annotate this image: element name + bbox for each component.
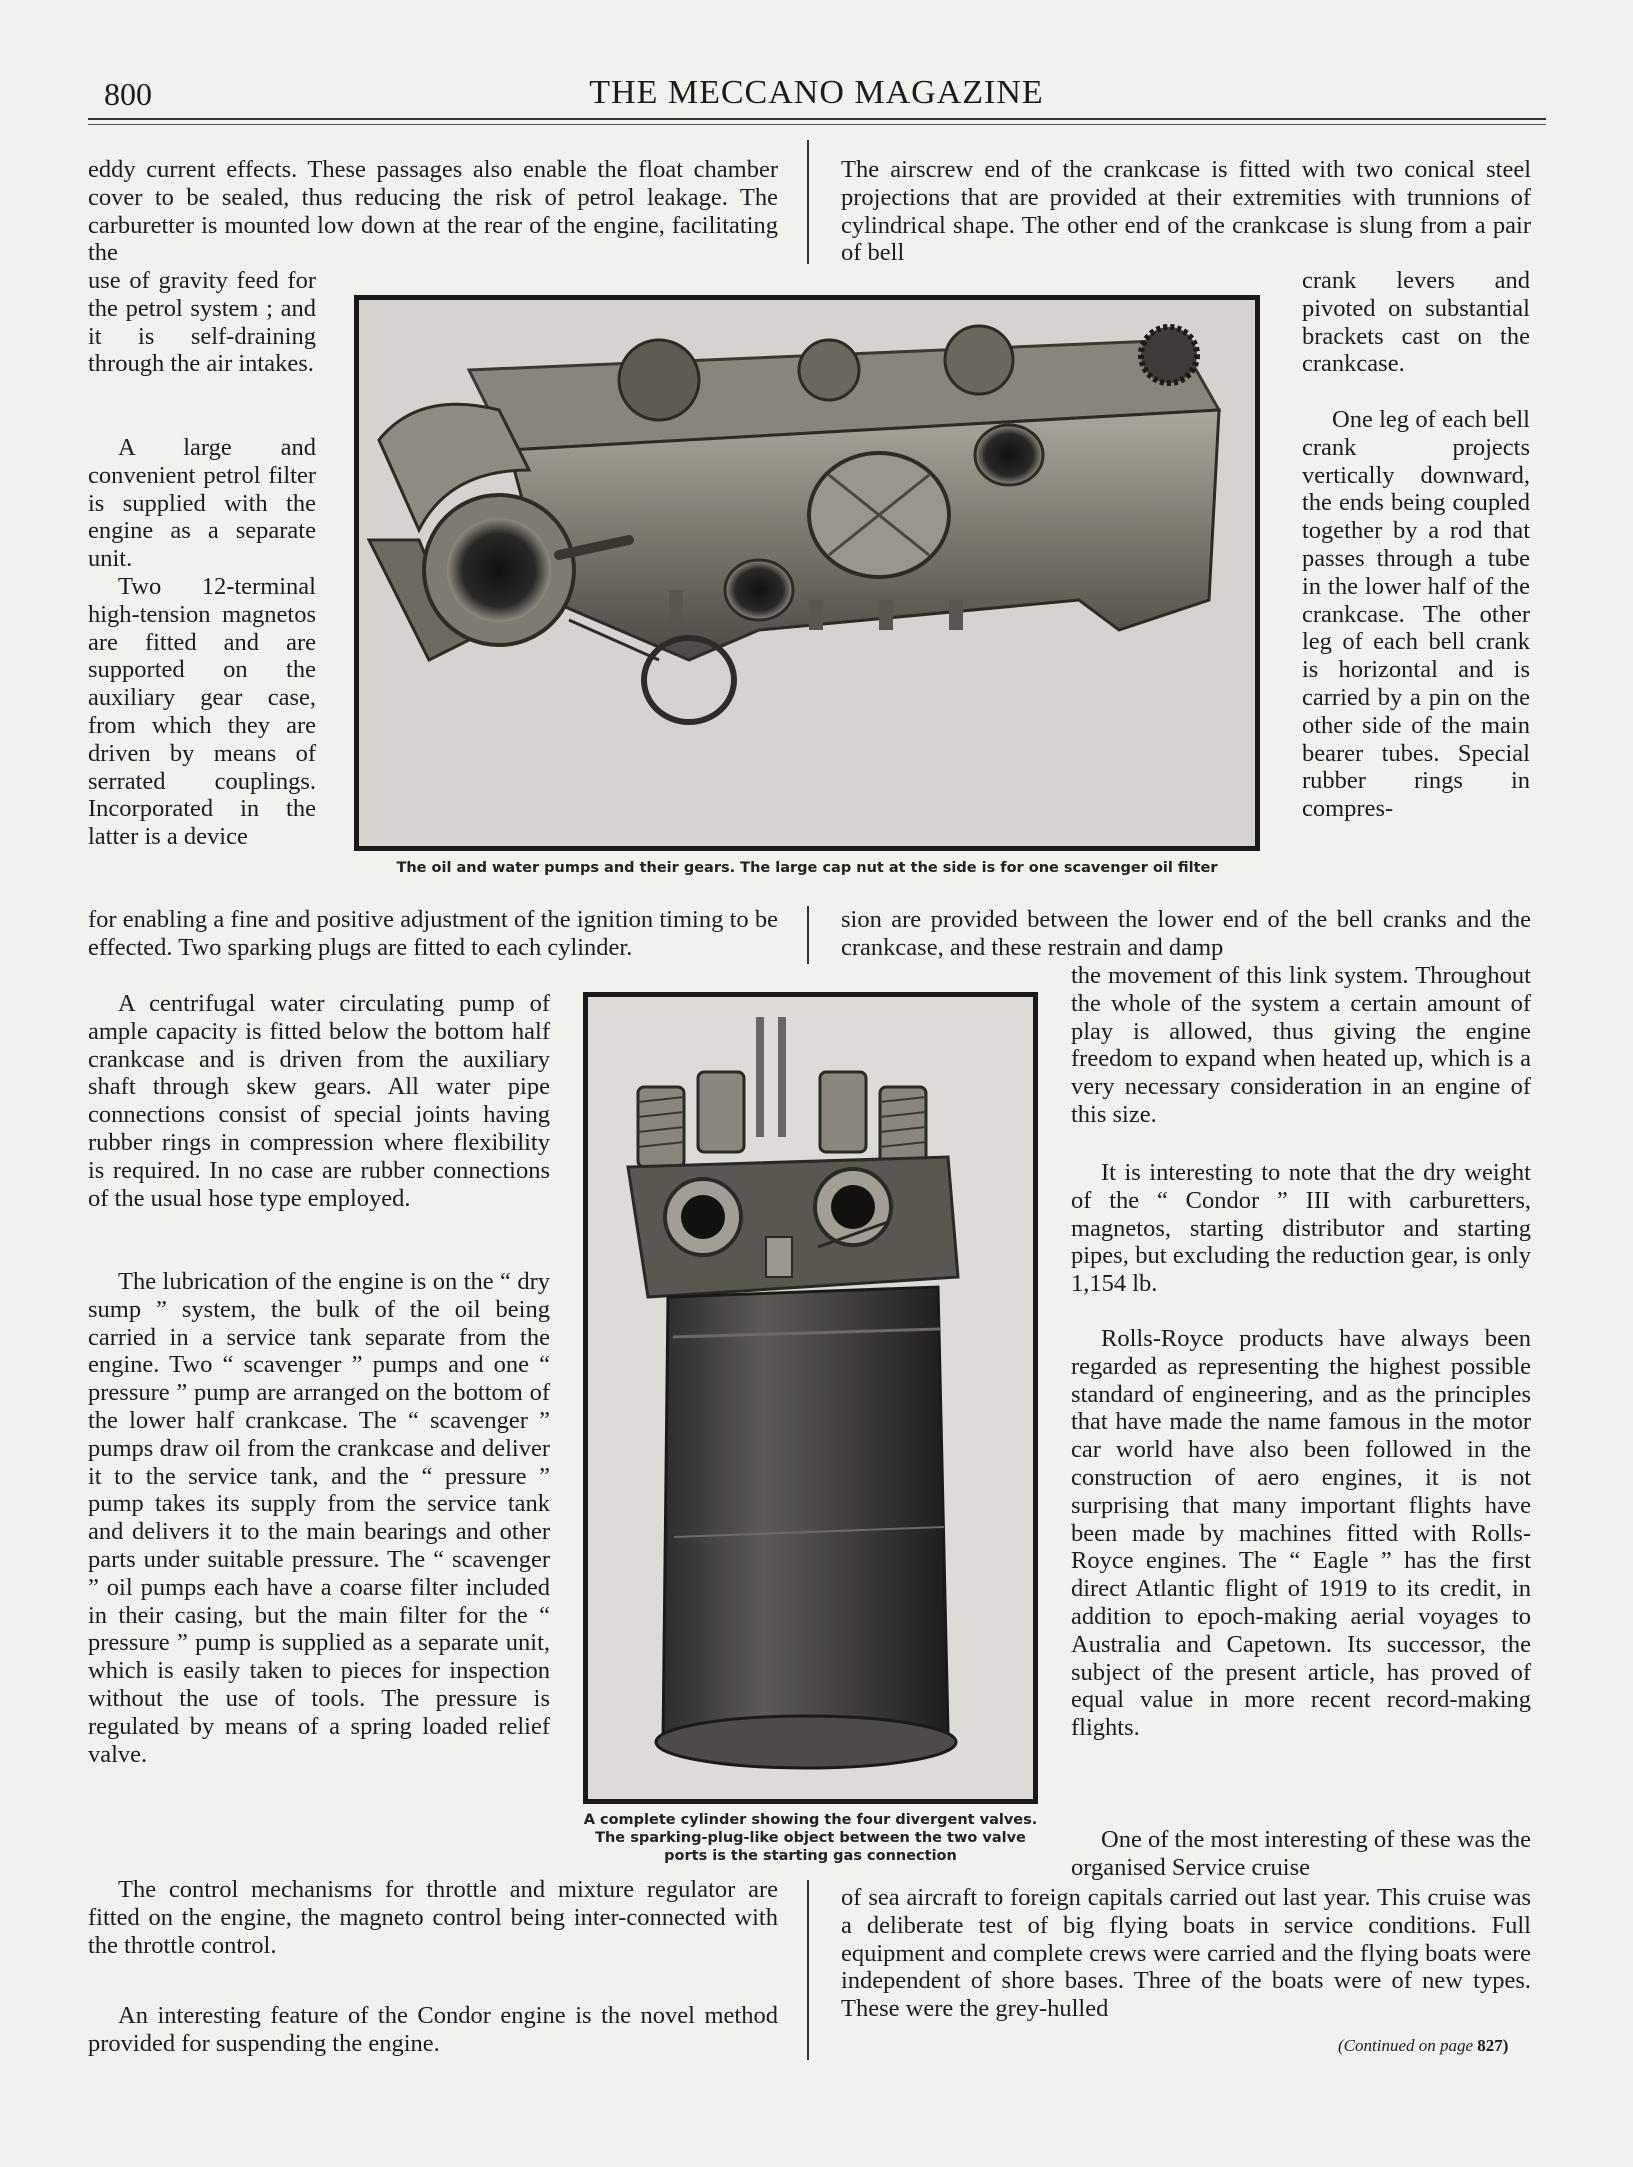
right-paragraph-4: sion are provided between the lower end of the bell cranks and the crankcase, and these restrain and damp	[841, 906, 1531, 961]
left-paragraph-1: eddy current effects. These passages also enable the float chamber cover to be sealed, thus reducing the risk of petrol leakage. The carburetter is mounted low down at the rear of the engine, facilitating the	[88, 156, 778, 267]
header-rule	[88, 118, 1546, 120]
left-paragraph-3: A large and convenient petrol filter is supplied with the engine as a separate unit.	[88, 434, 316, 573]
figure-cylinder-caption: A complete cylinder showing the four divergent valves. The sparking-plug-like object between the two valve ports is the starting gas connection	[583, 1812, 1038, 1864]
continued-page: 827)	[1477, 2036, 1509, 2055]
right-paragraph-3: One leg of each bell crank projects vertically downward, the ends being coupled together by a rod that passes through a tube in the lower half of the crankcase. The other leg of each bell crank is horizontal and is carried by a pin on the other side of the main bearer tubes. Special rubber rings in compres-	[1302, 406, 1530, 823]
column-separator	[807, 1880, 809, 2060]
left-paragraph-5: for enabling a fine and positive adjustment of the ignition timing to be effected. Two sparking plugs are fitted to each cylinder.	[88, 906, 778, 961]
left-paragraph-9: An interesting feature of the Condor engine is the novel method provided for suspending the engine.	[88, 2002, 778, 2057]
right-paragraph-9: of sea aircraft to foreign capitals carried out last year. This cruise was a deliberate test of big flying boats in service conditions. Full equipment and complete crews were carried and the flying boats were independent of shore bases. Three of the boats were of new types. These were the grey-hulled	[841, 1884, 1531, 2023]
left-paragraph-4: Two 12-terminal high-tension magnetos are fitted and are supported on the auxiliary gear case, from which they are driven by means of serrated couplings. Incorporated in the latter is a device	[88, 573, 316, 851]
figure-pumps-photo	[354, 295, 1260, 851]
running-header: THE MECCANO MAGAZINE	[589, 74, 1044, 111]
right-paragraph-7: Rolls-Royce products have always been regarded as representing the highest possible standard of engineering, and as the principles that have made the name famous in the motor car world have also been followed in the construction of aero engines, it is not surprising that many important flights have been made by machines fitted with Rolls-Royce engines. The “ Eagle ” has the first direct Atlantic flight of 1919 to its credit, in addition to epoch-making aerial voyages to Australia and Capetown. Its successor, the subject of the present article, has proved of equal value in more recent record-making flights.	[1071, 1325, 1531, 1742]
right-paragraph-8: One of the most interesting of these was the organised Service cruise	[1071, 1826, 1532, 1881]
left-paragraph-8: The control mechanisms for throttle and mixture regulator are fitted on the engine, the magneto control being inter-connected with the throttle control.	[88, 1876, 778, 1959]
figure-cylinder-photo	[583, 992, 1038, 1804]
continued-note	[1338, 2036, 1508, 2056]
column-separator	[807, 906, 809, 964]
left-paragraph-6: A centrifugal water circulating pump of ample capacity is fitted below the bottom half crankcase and is driven from the auxiliary shaft through skew gears. All water pipe connections consist of special joints having rubber rings in compression where flexibility is required. In no case are rubber connections of the usual hose type employed.	[88, 990, 550, 1212]
cylinder-illustration	[588, 997, 1033, 1799]
right-paragraph-5: the movement of this link system. Throughout the whole of the system a certain amount of play is allowed, thus giving the engine freedom to expand when heated up, which is a very necessary consideration in an engine of this size.	[1071, 962, 1531, 1128]
header-rule-thin	[88, 124, 1546, 125]
figure-pumps-caption: The oil and water pumps and their gears. The large cap nut at the side is for one scavenger oil filter	[396, 860, 1218, 876]
crankcase-engine-illustration	[359, 300, 1255, 846]
page-number: 800	[104, 76, 152, 112]
right-paragraph-2: crank levers and pivoted on substantial brackets cast on the crankcase.	[1302, 267, 1530, 378]
left-paragraph-7: The lubrication of the engine is on the “ dry sump ” system, the bulk of the oil being carried in a service tank separate from the engine. Two “ scavenger ” pumps and one “ pressure ” pump are arranged on the bottom of the lower half crankcase. The “ scavenger ” pumps draw oil from the crankcase and deliver it to the service tank, and the “ pressure ” pump takes its supply from the service tank and delivers it to the main bearings and other parts under suitable pressure. The “ scavenger ” oil pumps each have a coarse filter included in their casing, but the main filter for the “ pressure ” pump is supplied as a separate unit, which is easily taken to pieces for inspection without the use of tools. The pressure is regulated by means of a spring loaded relief valve.	[88, 1268, 550, 1768]
right-paragraph-1: The airscrew end of the crankcase is fitted with two conical steel projections that are provided at their extremities with trunnions of cylindrical shape. The other end of the crankcase is slung from a pair of bell	[841, 156, 1531, 267]
column-separator	[807, 140, 809, 264]
right-paragraph-6: It is interesting to note that the dry weight of the “ Condor ” III with carburetters, magnetos, starting distributor and starting pipes, but excluding the reduction gear, is only 1,154 lb.	[1071, 1159, 1531, 1298]
left-paragraph-2: use of gravity feed for the petrol system ; and it is self-draining through the air intakes.	[88, 267, 316, 378]
continued-text: (Continued on page	[1338, 2036, 1474, 2055]
